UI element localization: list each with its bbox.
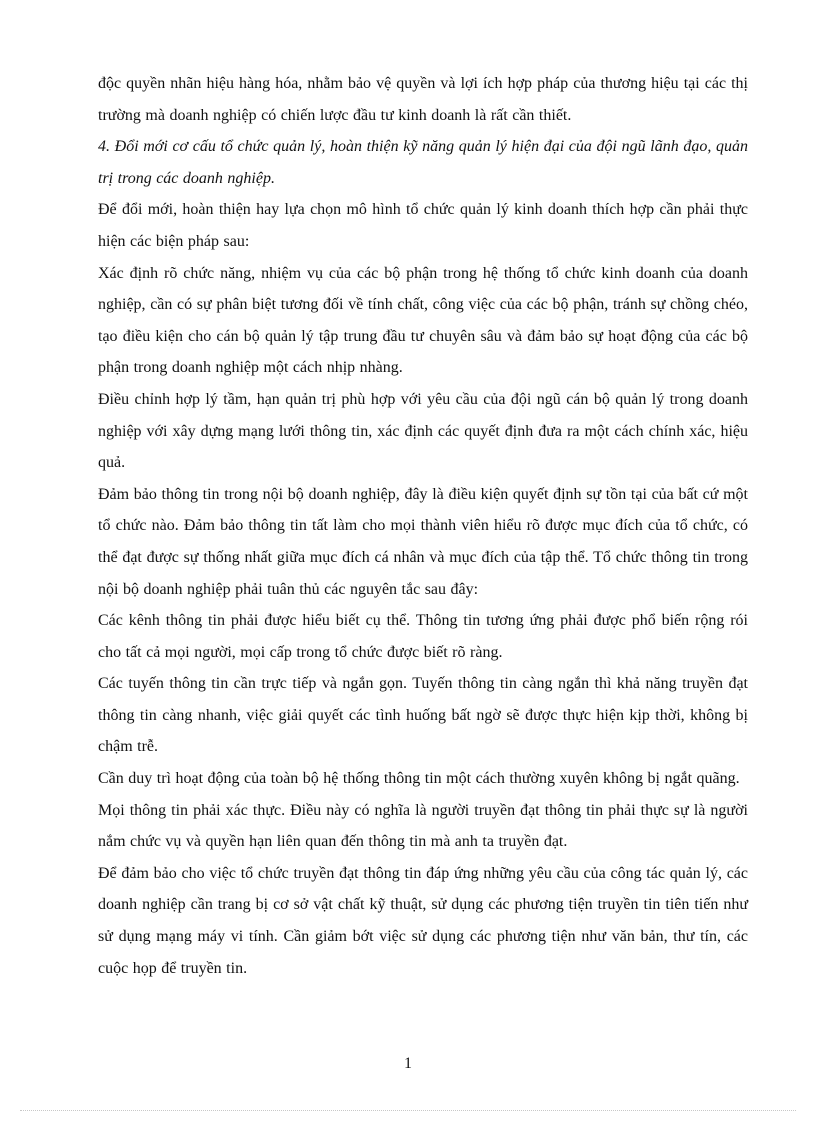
paragraph-channels: Các kênh thông tin phải được hiểu biết cụ thể. Thông tin tương ứng phải được phổ biến rộng rói cho tất cả mọi người, mọi cấp trong tổ chức được biết rõ ràng. [98,612,748,661]
paragraph-continuity: Cần duy trì hoạt động của toàn bộ hệ thống thông tin một cách thường xuyên không bị ngắt quãng. [98,770,740,788]
paragraph-internal-information: Đảm bảo thông tin trong nội bộ doanh nghiệp, đây là điều kiện quyết định sự tồn tại của bất cứ một tổ chức nào. Đảm bảo thông tin tất làm cho mọi thành viên hiểu rõ được mục đích của tổ chức, có thể đạt được sự thống nhất giữa mục đích cá nhân và mục đích của tập thể. Tổ chức thông tin trong nội bộ doanh nghiệp phải tuân thủ các nguyên tắc sau đây: [98,485,748,598]
document-body [98,68,748,984]
paragraph-intro: Để đổi mới, hoàn thiện hay lựa chọn mô hình tổ chức quản lý kinh doanh thích hợp cần phải thực hiện các biện pháp sau: [98,201,748,250]
paragraph-span-of-control: Điều chỉnh hợp lý tầm, hạn quản trị phù hợp với yêu cầu của đội ngũ cán bộ quản lý trong doanh nghiệp với xây dựng mạng lưới thông tin, xác định các quyết định đưa ra một cách chính xác, hiệu quả. [98,390,748,472]
paragraph-continuation: độc quyền nhãn hiệu hàng hóa, nhằm bảo vệ quyền và lợi ích hợp pháp của thương hiệu tại các thị trường mà doanh nghiệp có chiến lược đầu tư kinh doanh là rất cần thiết. [98,75,748,124]
paragraph-functions: Xác định rõ chức năng, nhiệm vụ của các bộ phận trong hệ thống tổ chức kinh doanh của doanh nghiệp, cần có sự phân biệt tương đối về tính chất, công việc của các bộ phận, tránh sự chồng chéo, tạo điều kiện cho cán bộ quản lý tập trung đầu tư chuyên sâu và đảm bảo sự hoạt động của các bộ phận trong doanh nghiệp một cách nhịp nhàng. [98,264,748,377]
page-number: 1 [404,1055,412,1072]
paragraph-direct-lines: Các tuyến thông tin cần trực tiếp và ngắn gọn. Tuyến thông tin càng ngắn thì khả năng truyền đạt thông tin càng nhanh, việc giải quyết các tình huống bất ngờ sẽ được thực hiện kịp thời, không bị chậm trễ. [98,675,748,756]
section-heading: 4. Đổi mới cơ cấu tổ chức quản lý, hoàn thiện kỹ năng quản lý hiện đại của đội ngũ lãnh đạo, quản trị trong các doanh nghiệp. [98,138,748,187]
page-bottom-divider [20,1110,796,1111]
paragraph-authenticity: Mọi thông tin phải xác thực. Điều này có nghĩa là người truyền đạt thông tin phải thực sự là người nắm chức vụ và quyền hạn liên quan đến thông tin mà anh ta truyền đạt. [98,801,748,851]
paragraph-equipment: Để đảm bảo cho việc tổ chức truyền đạt thông tin đáp ứng những yêu cầu của công tác quản lý, các doanh nghiệp cần trang bị cơ sở vật chất kỹ thuật, sử dụng các phương tiện truyền tin tiên tiến như sử dụng mạng máy vi tính. Cần giảm bớt việc sử dụng các phương tiện như văn bản, thư tín, các cuộc họp để truyền tin. [98,864,748,977]
